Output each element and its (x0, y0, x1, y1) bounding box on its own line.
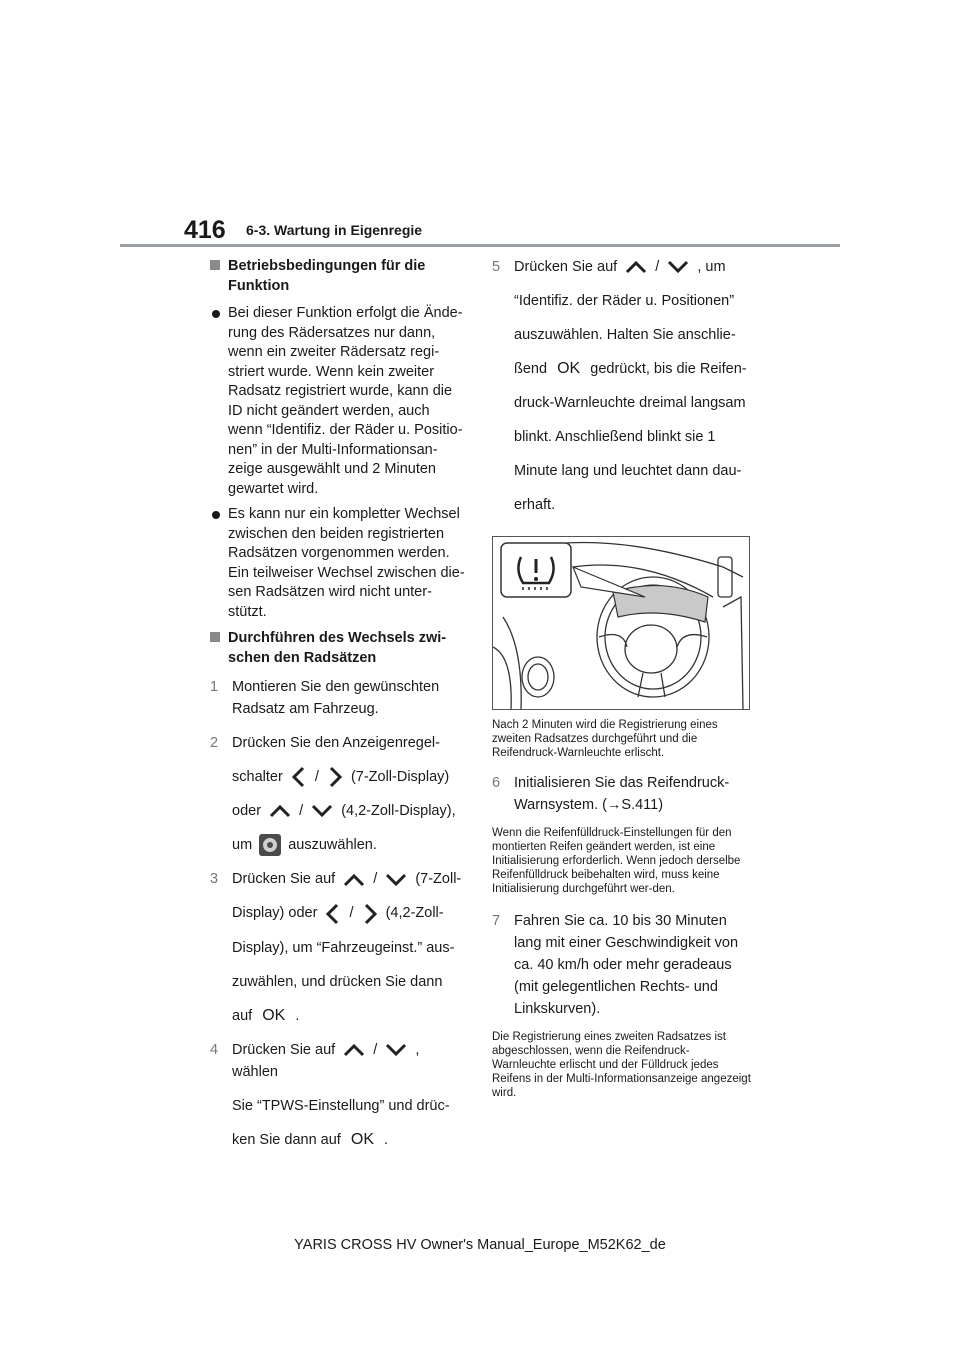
heading-text: Betriebsbedingungen für die Funktion (228, 258, 426, 294)
step-text (232, 902, 468, 924)
step-text: lang mit einer Geschwindigkeit von (514, 935, 739, 951)
heading-operating-conditions (210, 256, 468, 296)
page-number: 416 (184, 216, 226, 244)
figure-caption: Nach 2 Minuten wird die Registrierung eines zweiten Radsatzes durchgeführt und die Reifendruck-Warnleuchte erlischt. (492, 719, 718, 759)
text-segment: schalter (232, 769, 283, 785)
text-segment: oder (232, 803, 262, 820)
text-segment: auszuwählen. (288, 837, 377, 854)
text-segment: , um (697, 259, 726, 275)
text-segment: auf (232, 1007, 253, 1024)
square-bullet-icon (210, 632, 220, 642)
text-segment: Display) oder (232, 905, 318, 922)
text-segment: ßend (514, 361, 548, 377)
bullet-item (210, 304, 468, 499)
chevron-down-icon (385, 873, 407, 887)
step-5 (492, 256, 752, 516)
step-number: 3 (210, 871, 219, 888)
text-segment: gedrückt, bis die Reifen- (590, 361, 747, 377)
step-number: 5 (492, 259, 501, 275)
step-text: Display), um “Fahrzeugeinst.” aus- (232, 939, 455, 956)
step-text: blinkt. Anschließend blinkt sie 1 (514, 429, 716, 445)
step-text (514, 358, 752, 380)
square-bullet-icon (210, 260, 220, 270)
text-segment: , wählen (232, 1041, 420, 1080)
heading-text: Durchführen des Wechsels zwi-schen den Radsätzen (228, 630, 447, 666)
step-4 (210, 1039, 468, 1151)
step-text: “Identifiz. der Räder u. Positionen” (514, 293, 735, 309)
step-text: erhaft. (514, 497, 556, 513)
step-number: 1 (210, 679, 219, 695)
step-text (232, 800, 468, 822)
chevron-up-icon (625, 260, 647, 274)
step-2 (210, 732, 468, 856)
step-3 (210, 868, 468, 1026)
text-segment: (4,2-Zoll-Display), (341, 803, 456, 820)
text-segment: . (384, 1131, 389, 1148)
chevron-down-icon (385, 1043, 407, 1057)
section-title: 6-3. Wartung in Eigenregie (246, 222, 423, 238)
step-text: (mit gelegentlichen Rechts- und (514, 979, 718, 995)
dashboard-illustration (492, 536, 750, 710)
text-segment: Drücken Sie auf (232, 1041, 336, 1058)
heading-perform-change (210, 628, 468, 668)
step-text: Montieren Sie den gewünschten (232, 679, 440, 695)
step-number: 6 (492, 775, 501, 791)
bullet-text: Bei dieser Funktion erfolgt die Ände-rung des Rädersatzes nur dann, wenn ein zweiter Rädersatz regi-striert wurde. Wenn kein zweiter Radsatz registriert wurde, kann die ID nicht geändert werden, auch wenn “Identifiz. der Räder u. Positio-nen” in der Multi-Informationsan-zeige ausgewählt und 2 Minuten gewartet wird. (228, 305, 463, 497)
separator: / (349, 905, 354, 922)
separator: / (299, 803, 304, 820)
separator: / (373, 1041, 378, 1058)
header-rule (120, 244, 840, 247)
step-text: Radsatz am Fahrzeug. (232, 701, 379, 717)
step-text (232, 868, 468, 890)
bullet-item (210, 505, 468, 622)
ok-button-icon: OK (557, 360, 581, 377)
chevron-down-icon (311, 804, 333, 818)
step-7 (492, 910, 752, 1020)
text-segment: Drücken Sie auf (232, 871, 336, 888)
text-segment: Drücken Sie auf (514, 259, 618, 275)
bullet-text: Es kann nur ein kompletter Wechsel zwischen den beiden registrierten Radsätzen vorgenommen werden. Ein teilweiser Wechsel zwischen die-sen Radsätzen wird nicht unter-stützt. (228, 506, 465, 620)
step-text (232, 834, 468, 856)
step-6 (492, 772, 752, 816)
ok-button-icon: OK (262, 1006, 286, 1024)
text-segment: (4,2-Zoll- (385, 905, 444, 922)
chevron-down-icon (667, 260, 689, 274)
gear-settings-icon (259, 834, 281, 856)
step-text: Warnsystem. (→S.411) (514, 797, 664, 813)
note-text: Wenn die Reifenfülldruck-Einstellungen für den montierten Reifen geändert werden, ist eine Initialisierung erforderlich. Wenn jedoch derselbe Reifenfülldruck beibehalten wird, muss keine Initialisierung durchgeführt wer-den. (492, 827, 741, 895)
step-text: Initialisieren Sie das Reifendruck- (514, 775, 730, 791)
chevron-up-icon (343, 873, 365, 887)
step-text: zuwählen, und drücken Sie dann (232, 973, 443, 990)
left-column (210, 252, 468, 1163)
chevron-left-icon (325, 903, 341, 925)
step-text (232, 766, 468, 788)
right-column (492, 252, 752, 1114)
step-text: Minute lang und leuchtet dann dau- (514, 463, 742, 479)
step-text (232, 1005, 468, 1027)
chevron-up-icon (269, 804, 291, 818)
separator: / (655, 259, 660, 275)
step-text (232, 1129, 468, 1151)
step-text: auszuwählen. Halten Sie anschlie- (514, 327, 736, 343)
text-segment: ken Sie dann auf (232, 1131, 341, 1148)
step-number: 2 (210, 735, 219, 751)
step-text: ca. 40 km/h oder mehr geradeaus (514, 957, 732, 973)
step-number: 4 (210, 1041, 219, 1058)
text-segment: um (232, 837, 253, 854)
step-text: Fahren Sie ca. 10 bis 30 Minuten (514, 913, 727, 929)
separator: / (314, 769, 319, 785)
step-text (514, 256, 752, 278)
ok-button-icon: OK (350, 1130, 374, 1148)
step-text: Drücken Sie den Anzeigenregel- (232, 735, 440, 751)
step-number: 7 (492, 913, 501, 929)
footer-text: YARIS CROSS HV Owner's Manual_Europe_M52K62_de (294, 1237, 666, 1253)
chevron-left-icon (291, 766, 307, 788)
step-text: druck-Warnleuchte dreimal langsam (514, 395, 746, 411)
chevron-right-icon (362, 903, 378, 925)
note-text: Die Registrierung eines zweiten Radsatzes ist abgeschlossen, wenn die Reifendruck-Warnleuchte erlischt und der Fülldruck jedes Reifens in der Multi-Informationsanzeige angezeigt wird. (492, 1031, 751, 1099)
text-segment: (7-Zoll-Display) (350, 769, 450, 785)
step-text (232, 1039, 468, 1083)
step-text: Sie “TPWS-Einstellung” und drüc- (232, 1097, 450, 1114)
bullet-dot-icon (212, 310, 220, 318)
text-segment: (7-Zoll- (415, 871, 462, 888)
chevron-up-icon (343, 1043, 365, 1057)
step-1 (210, 676, 468, 720)
step-text: Linkskurven). (514, 1001, 601, 1017)
chevron-right-icon (327, 766, 343, 788)
bullet-dot-icon (212, 511, 220, 519)
text-segment: . (295, 1007, 300, 1024)
separator: / (373, 871, 378, 888)
